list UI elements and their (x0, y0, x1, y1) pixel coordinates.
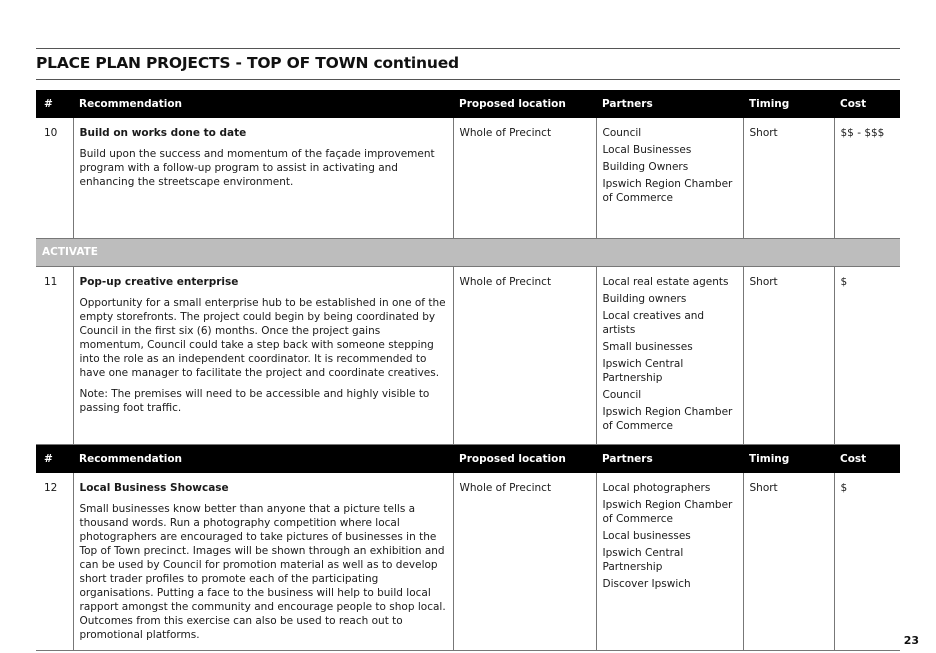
header-location: Proposed location (453, 90, 596, 118)
row-location: Whole of Precinct (453, 118, 596, 238)
partner-item: Building Owners (602, 161, 689, 173)
row-partners (596, 266, 743, 444)
title-rule-top (36, 48, 900, 49)
row-cost: $ (834, 473, 900, 651)
header-num: # (36, 444, 73, 473)
partner-item: Ipswich Central Partnership (602, 546, 684, 573)
row-cost: $$ - $$$ (834, 118, 900, 238)
row-timing: Short (743, 266, 834, 444)
partner-item: Local creatives and artists (602, 309, 705, 336)
page-number: 23 (903, 634, 919, 647)
row-partners (596, 118, 743, 238)
recommendation-title: Local Business Showcase (79, 481, 229, 494)
table-header-row-repeat (36, 444, 900, 473)
partner-item: Building owners (602, 292, 687, 305)
row-location: Whole of Precinct (453, 266, 596, 444)
page-title: PLACE PLAN PROJECTS - TOP OF TOWN continued (36, 54, 459, 72)
row-num: 10 (36, 118, 73, 238)
recommendation-paragraph: Build upon the success and momentum of the façade improvement program with a follow-up program to assist in activating and enhancing the streetscape environment. (79, 148, 435, 188)
partner-item: Council (602, 127, 642, 139)
table-row (36, 473, 900, 651)
partner-item: Council (602, 388, 642, 401)
row-timing: Short (743, 473, 834, 651)
partner-item: Ipswich Region Chamber of Commerce (602, 498, 733, 525)
header-recommendation: Recommendation (73, 90, 453, 118)
header-num: # (36, 90, 73, 118)
header-timing: Timing (743, 444, 834, 473)
recommendation-paragraph: Opportunity for a small enterprise hub to be established in one of the empty storefronts. The project could begin by being coordinated by Council in the first six (6) months. Once the project gains momentum, Council could take a step back with someone stepping into the role as an independent coordinator. It is recommended to have one manager to facilitate the project and coordinate creatives. (79, 296, 446, 379)
row-cost: $ (834, 266, 900, 444)
table-header-row (36, 90, 900, 118)
title-rule-bottom (36, 79, 900, 80)
partner-item: Local Businesses (602, 144, 692, 156)
header-recommendation: Recommendation (73, 444, 453, 473)
recommendation-paragraph: Small businesses know better than anyone that a picture tells a thousand words. Run a photography competition where local photographers are encouraged to take pictures of businesses in the Top of Town precinct. Images will be shown through an exhibition and can be used by Council for promotion material as well as to develop short trader profiles to promote each of the participating organisations. Putting a face to the business will help to build local rapport amongst the community and encourage people to shop local. Outcomes from this exercise can also be used to reach out to promotional platforms. (79, 502, 446, 641)
header-partners: Partners (596, 444, 743, 473)
partner-item: Ipswich Region Chamber of Commerce (602, 178, 733, 204)
row-recommendation (73, 118, 453, 238)
table-row (36, 266, 900, 444)
row-recommendation (73, 266, 453, 444)
partner-item: Local photographers (602, 481, 711, 494)
projects-table (36, 90, 900, 651)
partner-item: Discover Ipswich (602, 577, 691, 590)
partner-item: Local businesses (602, 529, 691, 542)
partner-item: Ipswich Central Partnership (602, 357, 684, 384)
recommendation-title: Pop-up creative enterprise (79, 275, 239, 288)
table-row (36, 118, 900, 238)
header-cost: Cost (834, 444, 900, 473)
row-partners (596, 473, 743, 651)
section-row-activate (36, 238, 900, 266)
row-location: Whole of Precinct (453, 473, 596, 651)
recommendation-title: Build on works done to date (79, 127, 247, 139)
header-cost: Cost (834, 90, 900, 118)
row-num: 12 (36, 473, 73, 651)
recommendation-note: Note: The premises will need to be accessible and highly visible to passing foot traffic. (79, 387, 430, 414)
header-location: Proposed location (453, 444, 596, 473)
partner-item: Ipswich Region Chamber of Commerce (602, 405, 733, 432)
partner-item: Small businesses (602, 340, 693, 353)
header-timing: Timing (743, 90, 834, 118)
section-label: ACTIVATE (36, 238, 900, 266)
partner-item: Local real estate agents (602, 275, 729, 288)
row-timing: Short (743, 118, 834, 238)
header-partners: Partners (596, 90, 743, 118)
row-num: 11 (36, 266, 73, 444)
row-recommendation (73, 473, 453, 651)
